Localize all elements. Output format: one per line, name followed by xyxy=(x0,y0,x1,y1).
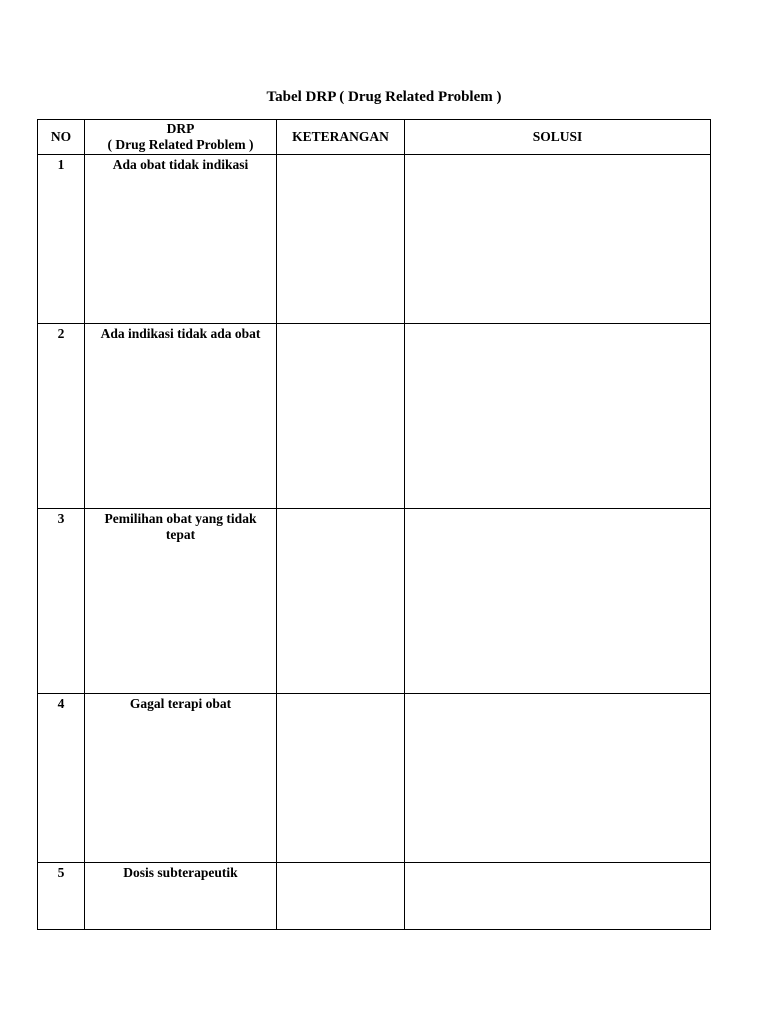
table-row xyxy=(38,509,711,694)
solusi-cell xyxy=(405,863,711,930)
keterangan-cell xyxy=(277,155,405,324)
solusi-cell xyxy=(405,324,711,509)
keterangan-cell xyxy=(277,863,405,930)
keterangan-cell xyxy=(277,324,405,509)
row-number: 2 xyxy=(38,324,85,509)
keterangan-cell xyxy=(277,694,405,863)
drp-description: Pemilihan obat yang tidak tepat xyxy=(85,509,277,694)
table-header-row xyxy=(38,120,711,155)
keterangan-cell xyxy=(277,509,405,694)
table-row xyxy=(38,324,711,509)
header-solusi: SOLUSI xyxy=(405,120,711,155)
solusi-cell xyxy=(405,694,711,863)
solusi-cell xyxy=(405,155,711,324)
header-no: NO xyxy=(38,120,85,155)
header-drp-title: DRP xyxy=(166,121,195,136)
row-number: 4 xyxy=(38,694,85,863)
row-number: 3 xyxy=(38,509,85,694)
drp-description: Ada indikasi tidak ada obat xyxy=(85,324,277,509)
row-number: 1 xyxy=(38,155,85,324)
drp-description: Dosis subterapeutik xyxy=(85,863,277,930)
table-row xyxy=(38,863,711,930)
header-drp-subtitle: ( Drug Related Problem ) xyxy=(107,137,254,152)
table-row xyxy=(38,694,711,863)
drp-table xyxy=(37,119,711,930)
document-title: Tabel DRP ( Drug Related Problem ) xyxy=(266,89,502,105)
solusi-cell xyxy=(405,509,711,694)
drp-description: Gagal terapi obat xyxy=(85,694,277,863)
header-keterangan: KETERANGAN xyxy=(277,120,405,155)
table-row xyxy=(38,155,711,324)
drp-description: Ada obat tidak indikasi xyxy=(85,155,277,324)
row-number: 5 xyxy=(38,863,85,930)
header-drp xyxy=(85,120,277,155)
